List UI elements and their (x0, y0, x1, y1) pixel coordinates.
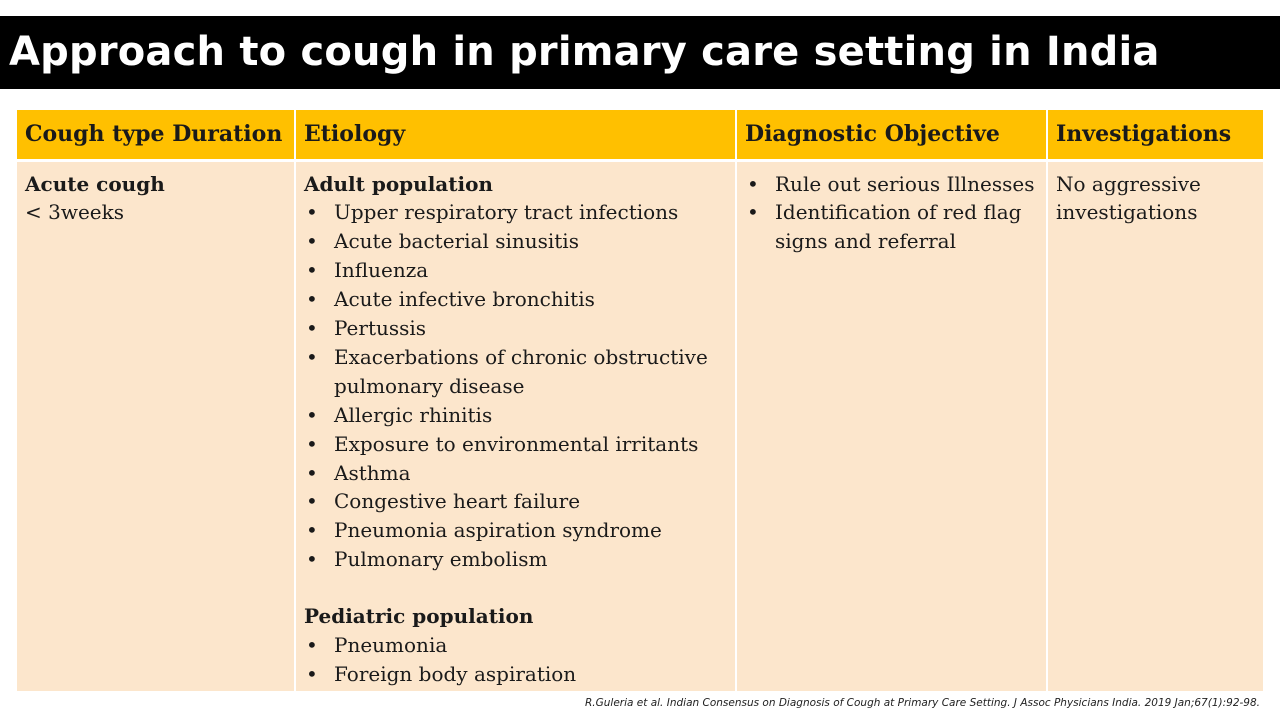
slide-title: Approach to cough in primary care setting in India (9, 29, 1160, 75)
citation: R.Guleria et al. Indian Consensus on Diagnosis of Cough at Primary Care Setting. J Assoc Physicians India. 2019 Jan;67(1):92-98. (584, 697, 1260, 709)
list-item: • Upper respiratory tract infections (304, 198, 727, 227)
title-bar (0, 16, 1280, 89)
list-item: • Congestive heart failure (304, 487, 727, 516)
list-item: • Pneumonia (304, 631, 727, 660)
cough-table (17, 110, 1263, 691)
table-row (17, 160, 1263, 691)
list-item: • Exacerbations of chronic obstructive pulmonary disease (304, 343, 727, 401)
cell-etiology (295, 160, 736, 691)
table-header-row (17, 110, 1263, 160)
pediatric-etiology-list (304, 631, 727, 689)
cell-investigations (1047, 160, 1263, 691)
adult-population-heading: Adult population (304, 171, 493, 196)
list-item: • Asthma (304, 459, 727, 488)
list-item: • Exposure to environmental irritants (304, 430, 727, 459)
list-item: • Rule out serious Illnesses (745, 170, 1038, 199)
adult-etiology-list (304, 198, 727, 574)
list-item: • Acute bacterial sinusitis (304, 227, 727, 256)
list-item: • Acute infective bronchitis (304, 285, 727, 314)
duration-label: < 3weeks (25, 200, 125, 225)
list-item: • Allergic rhinitis (304, 401, 727, 430)
list-item: • Pneumonia aspiration syndrome (304, 516, 727, 545)
list-item: • Pulmonary embolism (304, 545, 727, 574)
cell-diagnostic-objective (736, 160, 1047, 691)
pediatric-population-heading: Pediatric population (304, 604, 534, 629)
header-diagnostic-objective: Diagnostic Objective (736, 110, 1047, 160)
list-item: • Foreign body aspiration (304, 660, 727, 689)
header-cough-type-duration: Cough type Duration (17, 110, 295, 160)
list-item: • Influenza (304, 256, 727, 285)
cough-type-label: Acute cough (25, 171, 165, 196)
header-investigations: Investigations (1047, 110, 1263, 160)
objective-list (745, 170, 1038, 257)
list-item: • Identification of red flag signs and referral (745, 198, 1038, 256)
header-etiology: Etiology (295, 110, 736, 160)
investigations-text: No aggressive investigations (1056, 171, 1201, 225)
cell-cough-type (17, 160, 295, 691)
section-spacer (304, 574, 727, 602)
list-item: • Pertussis (304, 314, 727, 343)
